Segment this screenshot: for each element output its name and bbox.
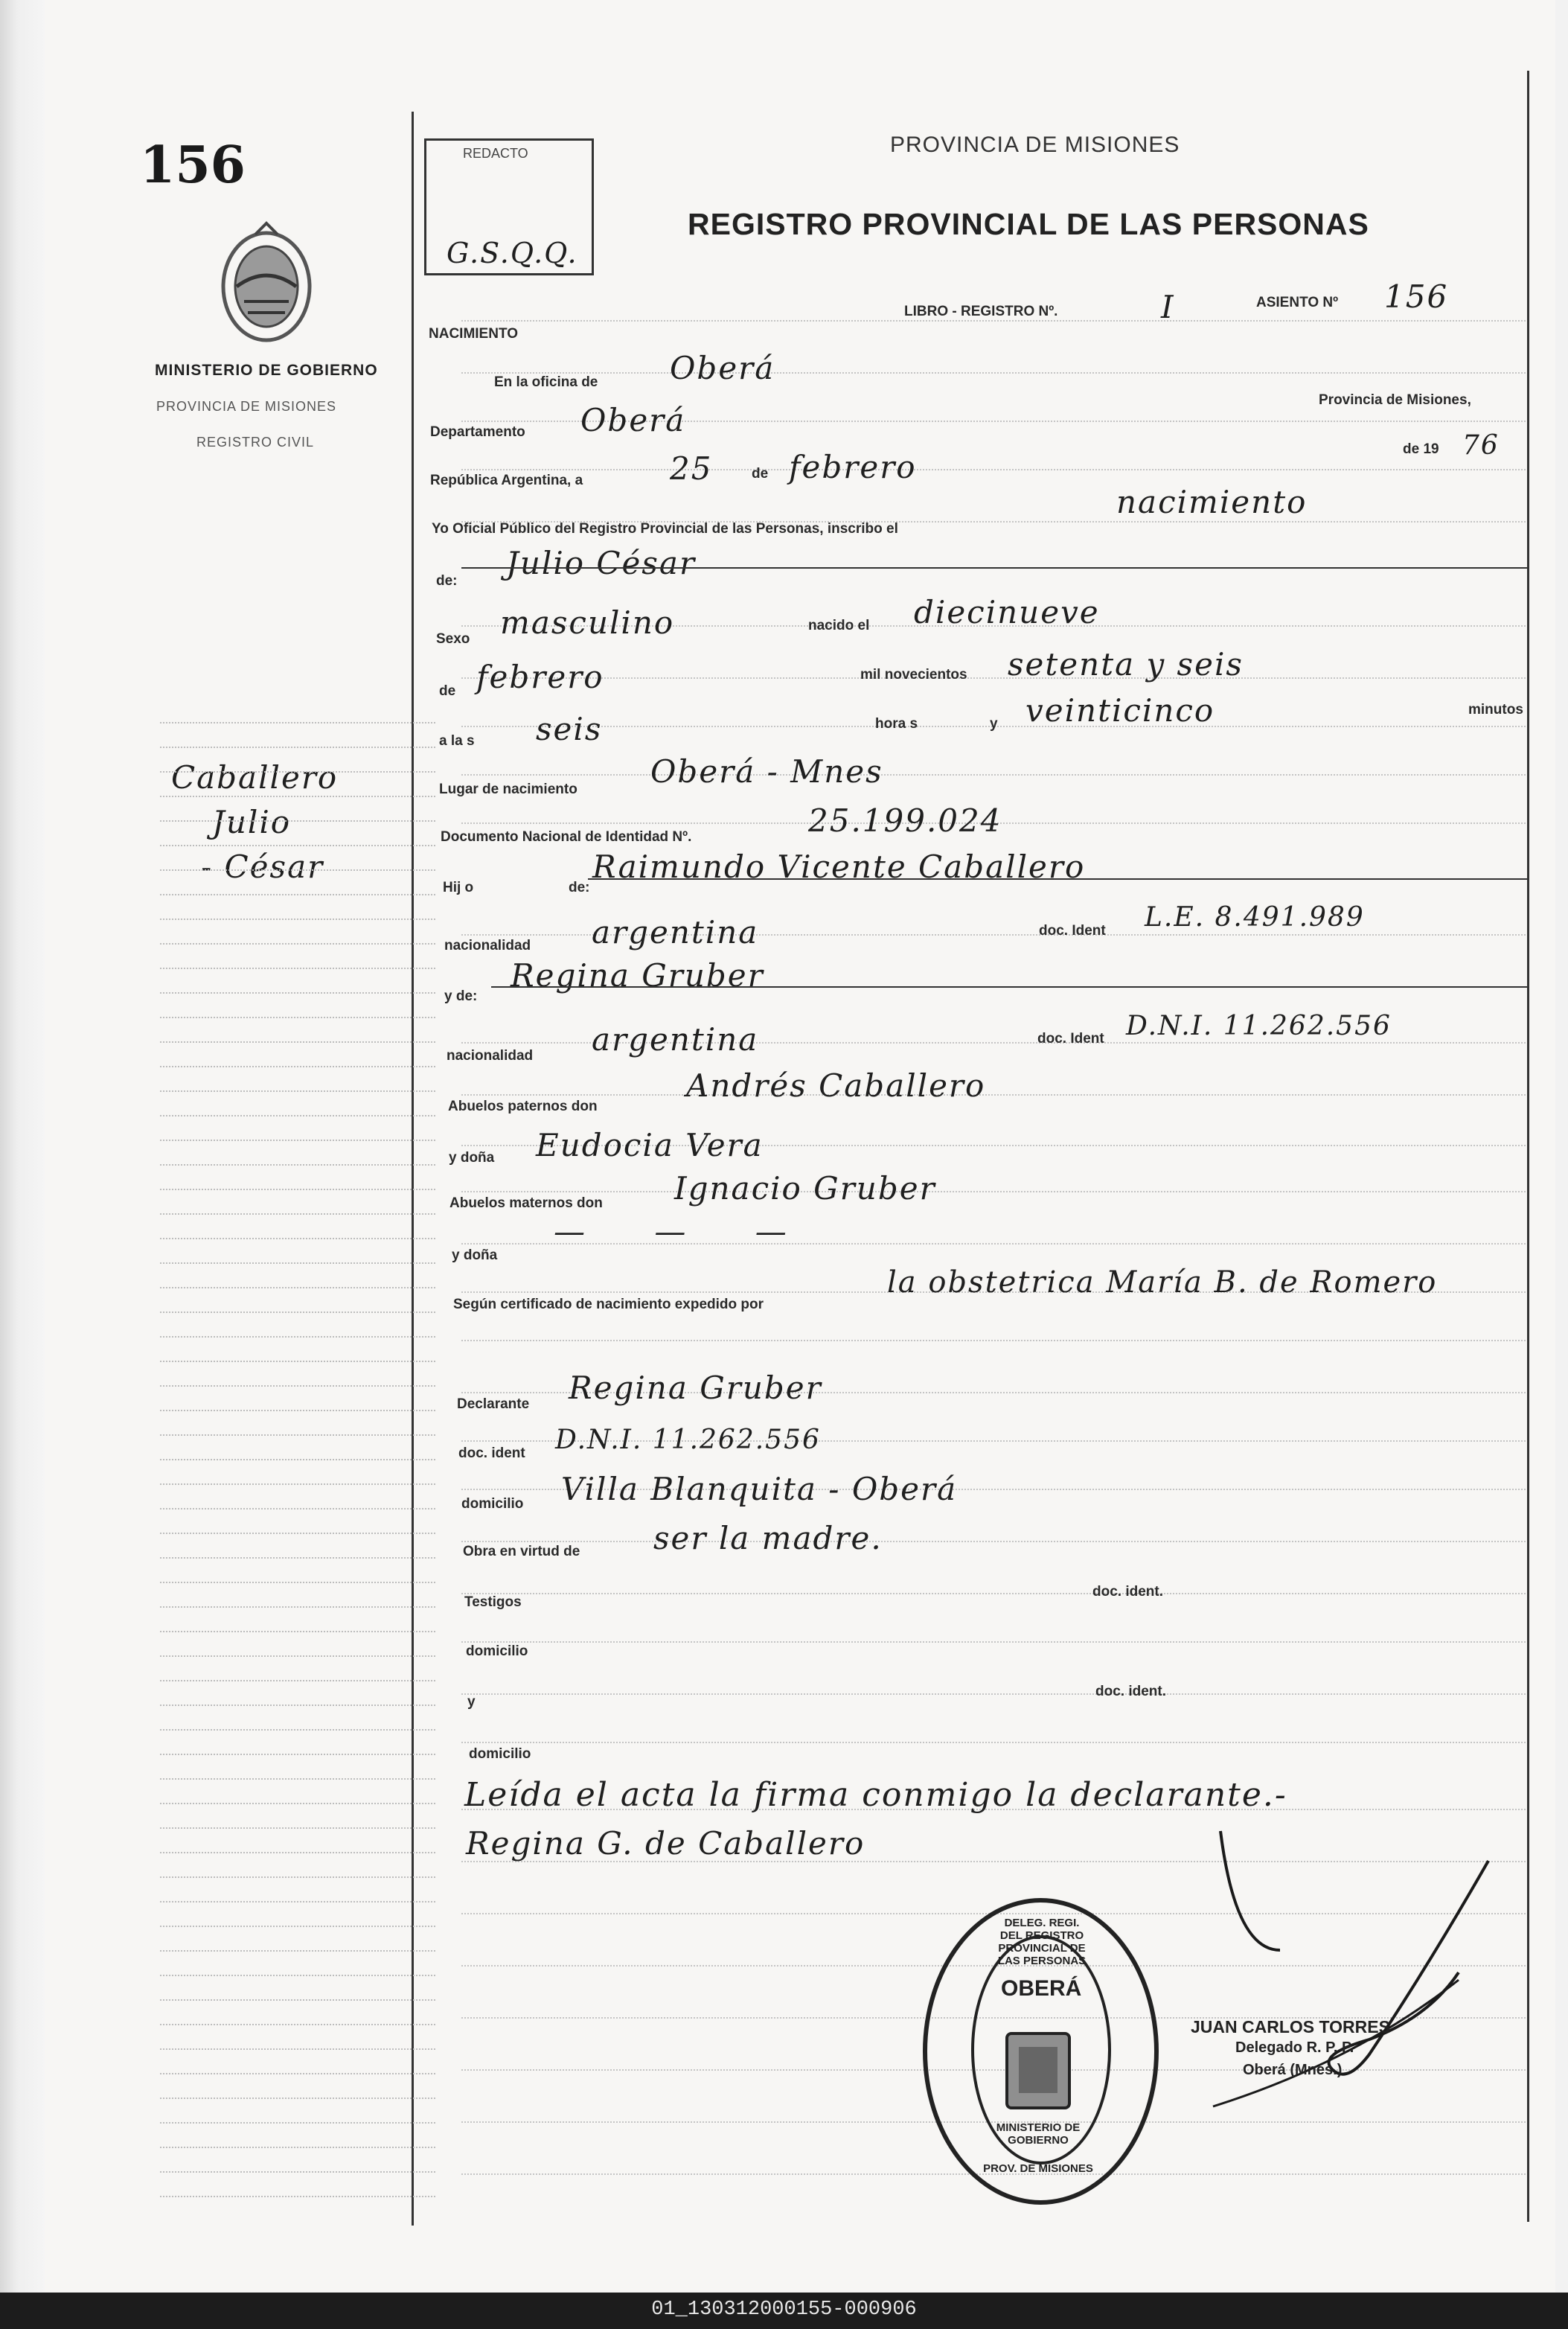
ydona2-label: y doña <box>452 1247 498 1263</box>
doc1-value: L.E. 8.491.989 <box>1145 902 1365 933</box>
margin-ruled-line <box>160 1066 435 1067</box>
doc1-label: doc. Ident <box>1039 923 1106 939</box>
lugar-value: Oberá - Mnes <box>650 753 883 790</box>
left-margin-border <box>412 112 414 2226</box>
margin-ruled-line <box>160 1680 435 1681</box>
margin-ruled-line <box>160 820 435 822</box>
doc2-label: doc. Ident <box>1037 1031 1104 1047</box>
doc5-label: doc. ident. <box>1095 1684 1166 1699</box>
margin-note-surname: Caballero <box>171 759 339 796</box>
redacto-label: REDACTO <box>463 146 528 161</box>
margin-ruled-line <box>160 1803 435 1804</box>
form-ruled-line <box>461 774 1526 776</box>
margin-ruled-line <box>160 1852 435 1853</box>
ydona1-label: y doña <box>449 1150 495 1166</box>
margin-ruled-line <box>160 2122 435 2124</box>
margin-ruled-line <box>160 771 435 773</box>
margin-ruled-line <box>160 845 435 846</box>
ministry-registry: REGISTRO CIVIL <box>196 435 315 450</box>
margin-ruled-line <box>160 1410 435 1411</box>
form-ruled-line <box>461 469 1526 470</box>
margin-ruled-line <box>160 1557 435 1559</box>
margin-note-name2: - César <box>201 849 324 885</box>
margin-ruled-line <box>160 943 435 945</box>
dia-value: 25 <box>670 450 713 487</box>
margin-ruled-line <box>160 1729 435 1731</box>
form-ruled-line <box>461 372 1526 374</box>
doc3-label: doc. ident <box>458 1445 525 1461</box>
hijo-label: Hij o <box>443 880 474 895</box>
libro-label: LIBRO - REGISTRO Nº. <box>904 304 1058 319</box>
margin-ruled-line <box>160 2171 435 2173</box>
margin-note-name: Julio <box>212 804 292 840</box>
margin-ruled-line <box>160 1950 435 1952</box>
yde-label: y de: <box>444 988 478 1004</box>
margin-ruled-line <box>160 1164 435 1166</box>
margin-ruled-line <box>160 1754 435 1755</box>
margin-ruled-line <box>160 1606 435 1608</box>
declarante-label: Declarante <box>457 1396 530 1412</box>
obra-label: Obra en virtud de <box>463 1544 580 1559</box>
nac1-label: nacionalidad <box>444 938 531 953</box>
margin-ruled-line <box>160 2048 435 2050</box>
doc2-value: D.N.I. 11.262.556 <box>1126 1011 1392 1041</box>
stamp-center-text: OBERÁ <box>1001 1976 1082 2001</box>
margin-ruled-line <box>160 1975 435 1976</box>
inscribo-value: nacimiento <box>1116 484 1308 520</box>
margin-ruled-line <box>160 1876 435 1878</box>
margin-ruled-line <box>160 747 435 748</box>
asiento-value: 156 <box>1384 278 1449 315</box>
y-label: y <box>990 716 998 732</box>
margin-ruled-line <box>160 1434 435 1436</box>
redacto-value: G.S.Q.Q. <box>447 237 578 269</box>
margin-ruled-line <box>160 2196 435 2197</box>
margin-ruled-line <box>160 1631 435 1632</box>
margin-ruled-line <box>160 894 435 895</box>
nacido-value: diecinueve <box>914 594 1100 630</box>
nac2-value: argentina <box>592 1021 759 1058</box>
republica-label: República Argentina, a <box>430 473 583 488</box>
anio-value: 76 <box>1462 430 1500 461</box>
dni-value: 25.199.024 <box>808 802 1002 839</box>
madre-value: Regina Gruber <box>511 957 764 994</box>
ab-mat-value: Ignacio Gruber <box>674 1170 936 1207</box>
margin-ruled-line <box>160 722 435 723</box>
province-heading: PROVINCIA DE MISIONES <box>890 132 1180 157</box>
margin-ruled-line <box>160 1926 435 1927</box>
hora-value: seis <box>536 711 603 747</box>
margin-ruled-line <box>160 1459 435 1460</box>
libro-value: I <box>1161 289 1175 325</box>
ab-mat-label: Abuelos maternos don <box>449 1195 603 1211</box>
margin-ruled-line <box>160 2098 435 2099</box>
form-ruled-line <box>461 320 1526 322</box>
declarante-value: Regina Gruber <box>569 1370 822 1406</box>
anio-nac-value: setenta y seis <box>1008 646 1244 683</box>
form-ruled-line <box>461 1094 1526 1096</box>
nac2-label: nacionalidad <box>447 1048 534 1064</box>
mother-underline <box>491 986 1529 988</box>
registry-heading: REGISTRO PROVINCIAL DE LAS PERSONAS <box>688 207 1369 241</box>
closing-line2: Regina G. de Caballero <box>466 1825 865 1862</box>
page-number: 156 <box>140 135 246 195</box>
margin-ruled-line <box>160 1336 435 1338</box>
nombre-value: Julio César <box>506 545 697 581</box>
name-underline <box>461 567 1529 569</box>
margin-ruled-line <box>160 1041 435 1043</box>
book-spine <box>0 0 45 2293</box>
right-border <box>1527 71 1529 2222</box>
doc3-value: D.N.I. 11.262.556 <box>555 1425 821 1455</box>
margin-ruled-line <box>160 1655 435 1657</box>
departamento-value: Oberá <box>580 402 686 438</box>
certificado-label: Según certificado de nacimiento expedido por <box>453 1297 764 1312</box>
form-ruled-line <box>461 1641 1526 1643</box>
dni-label: Documento Nacional de Identidad Nº. <box>441 829 692 845</box>
margin-ruled-line <box>160 968 435 969</box>
domicilio3-label: domicilio <box>469 1746 531 1762</box>
stamp-crest-icon <box>999 2025 1077 2114</box>
mes-value: febrero <box>789 449 917 485</box>
oficial-label: Yo Oficial Público del Registro Provincial de las Personas, inscribo el <box>432 521 898 537</box>
padre-value: Raimundo Vicente Caballero <box>592 849 1086 885</box>
asiento-label: ASIENTO Nº <box>1256 295 1339 310</box>
margin-ruled-line <box>160 2073 435 2074</box>
margin-ruled-line <box>160 918 435 920</box>
testigos-label: Testigos <box>464 1594 522 1610</box>
oficina-value: Oberá <box>670 350 775 386</box>
margin-ruled-line <box>160 1238 435 1239</box>
margin-ruled-line <box>160 1385 435 1387</box>
departamento-label: Departamento <box>430 424 525 440</box>
obra-value: ser la madre. <box>653 1520 883 1556</box>
official-name: JUAN CARLOS TORRES <box>1191 2017 1390 2036</box>
margin-ruled-line <box>160 2147 435 2148</box>
margin-ruled-line <box>160 1901 435 1903</box>
minutos-label: minutos <box>1468 702 1523 718</box>
margin-ruled-line <box>160 1017 435 1018</box>
stamp-bottom-text: PROV. DE MISIONES <box>983 2162 1093 2175</box>
margin-ruled-line <box>160 1778 435 1780</box>
y2-label: y <box>467 1694 476 1710</box>
ydona1-value: Eudocia Vera <box>536 1127 764 1163</box>
margin-ruled-line <box>160 1213 435 1215</box>
official-place: Oberá (Mnes.) <box>1243 2062 1343 2078</box>
sexo-value: masculino <box>500 604 675 641</box>
sexo-label: Sexo <box>436 631 470 647</box>
margin-ruled-line <box>160 1115 435 1116</box>
form-ruled-line <box>461 1593 1526 1594</box>
margin-ruled-line <box>160 796 435 797</box>
closing-line1: Leída el acta la firma conmigo la declarante.- <box>464 1776 1287 1814</box>
margin-ruled-line <box>160 1533 435 1534</box>
form-ruled-line <box>461 1742 1526 1743</box>
oficina-label: En la oficina de <box>494 374 598 390</box>
margin-ruled-line <box>160 1483 435 1485</box>
ministry-title: MINISTERIO DE GOBIERNO <box>155 362 378 379</box>
ab-pat-label: Abuelos paternos don <box>448 1099 598 1114</box>
form-ruled-line <box>461 677 1526 679</box>
nacido-label: nacido el <box>808 618 870 633</box>
mes-nac-value: febrero <box>476 659 604 695</box>
margin-ruled-line <box>160 1508 435 1509</box>
nacimiento-label: NACIMIENTO <box>429 326 518 342</box>
domicilio1-value: Villa Blanquita - Oberá <box>561 1471 958 1507</box>
horas-label: hora s <box>875 716 918 732</box>
certificado-value: la obstetrica María B. de Romero <box>887 1265 1438 1300</box>
form-ruled-line <box>461 1191 1526 1192</box>
margin-ruled-line <box>160 992 435 994</box>
stamp-lower-text: MINISTERIO DE GOBIERNO <box>996 2121 1081 2147</box>
alas-label: a la s <box>439 733 475 749</box>
father-underline <box>588 878 1529 880</box>
doc4-label: doc. ident. <box>1092 1584 1163 1600</box>
ministry-province: PROVINCIA DE MISIONES <box>156 399 337 414</box>
margin-ruled-line <box>160 1361 435 1362</box>
margin-ruled-line <box>160 2024 435 2025</box>
provincia-label: Provincia de Misiones, <box>1319 392 1471 408</box>
margin-ruled-line <box>160 1140 435 1141</box>
official-role: Delegado R. P. P. <box>1235 2039 1354 2056</box>
de2-label: de: <box>436 573 458 589</box>
margin-ruled-line <box>160 1287 435 1288</box>
de3-label: de <box>439 683 456 699</box>
margin-ruled-line <box>160 1999 435 2001</box>
margin-ruled-line <box>160 1827 435 1829</box>
hijo-de-label: de: <box>569 880 590 895</box>
margin-ruled-line <box>160 1189 435 1190</box>
domicilio2-label: domicilio <box>466 1643 528 1659</box>
anio-label: de 19 <box>1403 441 1439 457</box>
margin-ruled-line <box>160 869 435 871</box>
mil-label: mil novecientos <box>860 667 967 683</box>
margin-ruled-line <box>160 1262 435 1264</box>
footer-caption: 01_130312000155-000906 <box>651 2298 917 2321</box>
minutos-value: veinticinco <box>1025 692 1215 729</box>
form-ruled-line <box>461 1693 1526 1695</box>
ab-pat-value: Andrés Caballero <box>686 1067 986 1104</box>
form-ruled-line <box>461 1340 1526 1341</box>
coat-of-arms-icon <box>214 220 319 350</box>
form-ruled-line <box>461 1541 1526 1542</box>
lugar-label: Lugar de nacimiento <box>439 782 577 797</box>
ydona2-value: — — — <box>554 1213 816 1250</box>
margin-ruled-line <box>160 1705 435 1706</box>
nac1-value: argentina <box>592 914 759 951</box>
margin-ruled-line <box>160 1090 435 1092</box>
de-label: de <box>752 466 769 482</box>
domicilio1-label: domicilio <box>461 1496 524 1512</box>
margin-ruled-line <box>160 1312 435 1313</box>
margin-ruled-line <box>160 1582 435 1583</box>
stamp-ring-text: DELEG. REGI. DEL REGISTRO PROVINCIAL DE LAS PERSONAS <box>997 1917 1087 1967</box>
